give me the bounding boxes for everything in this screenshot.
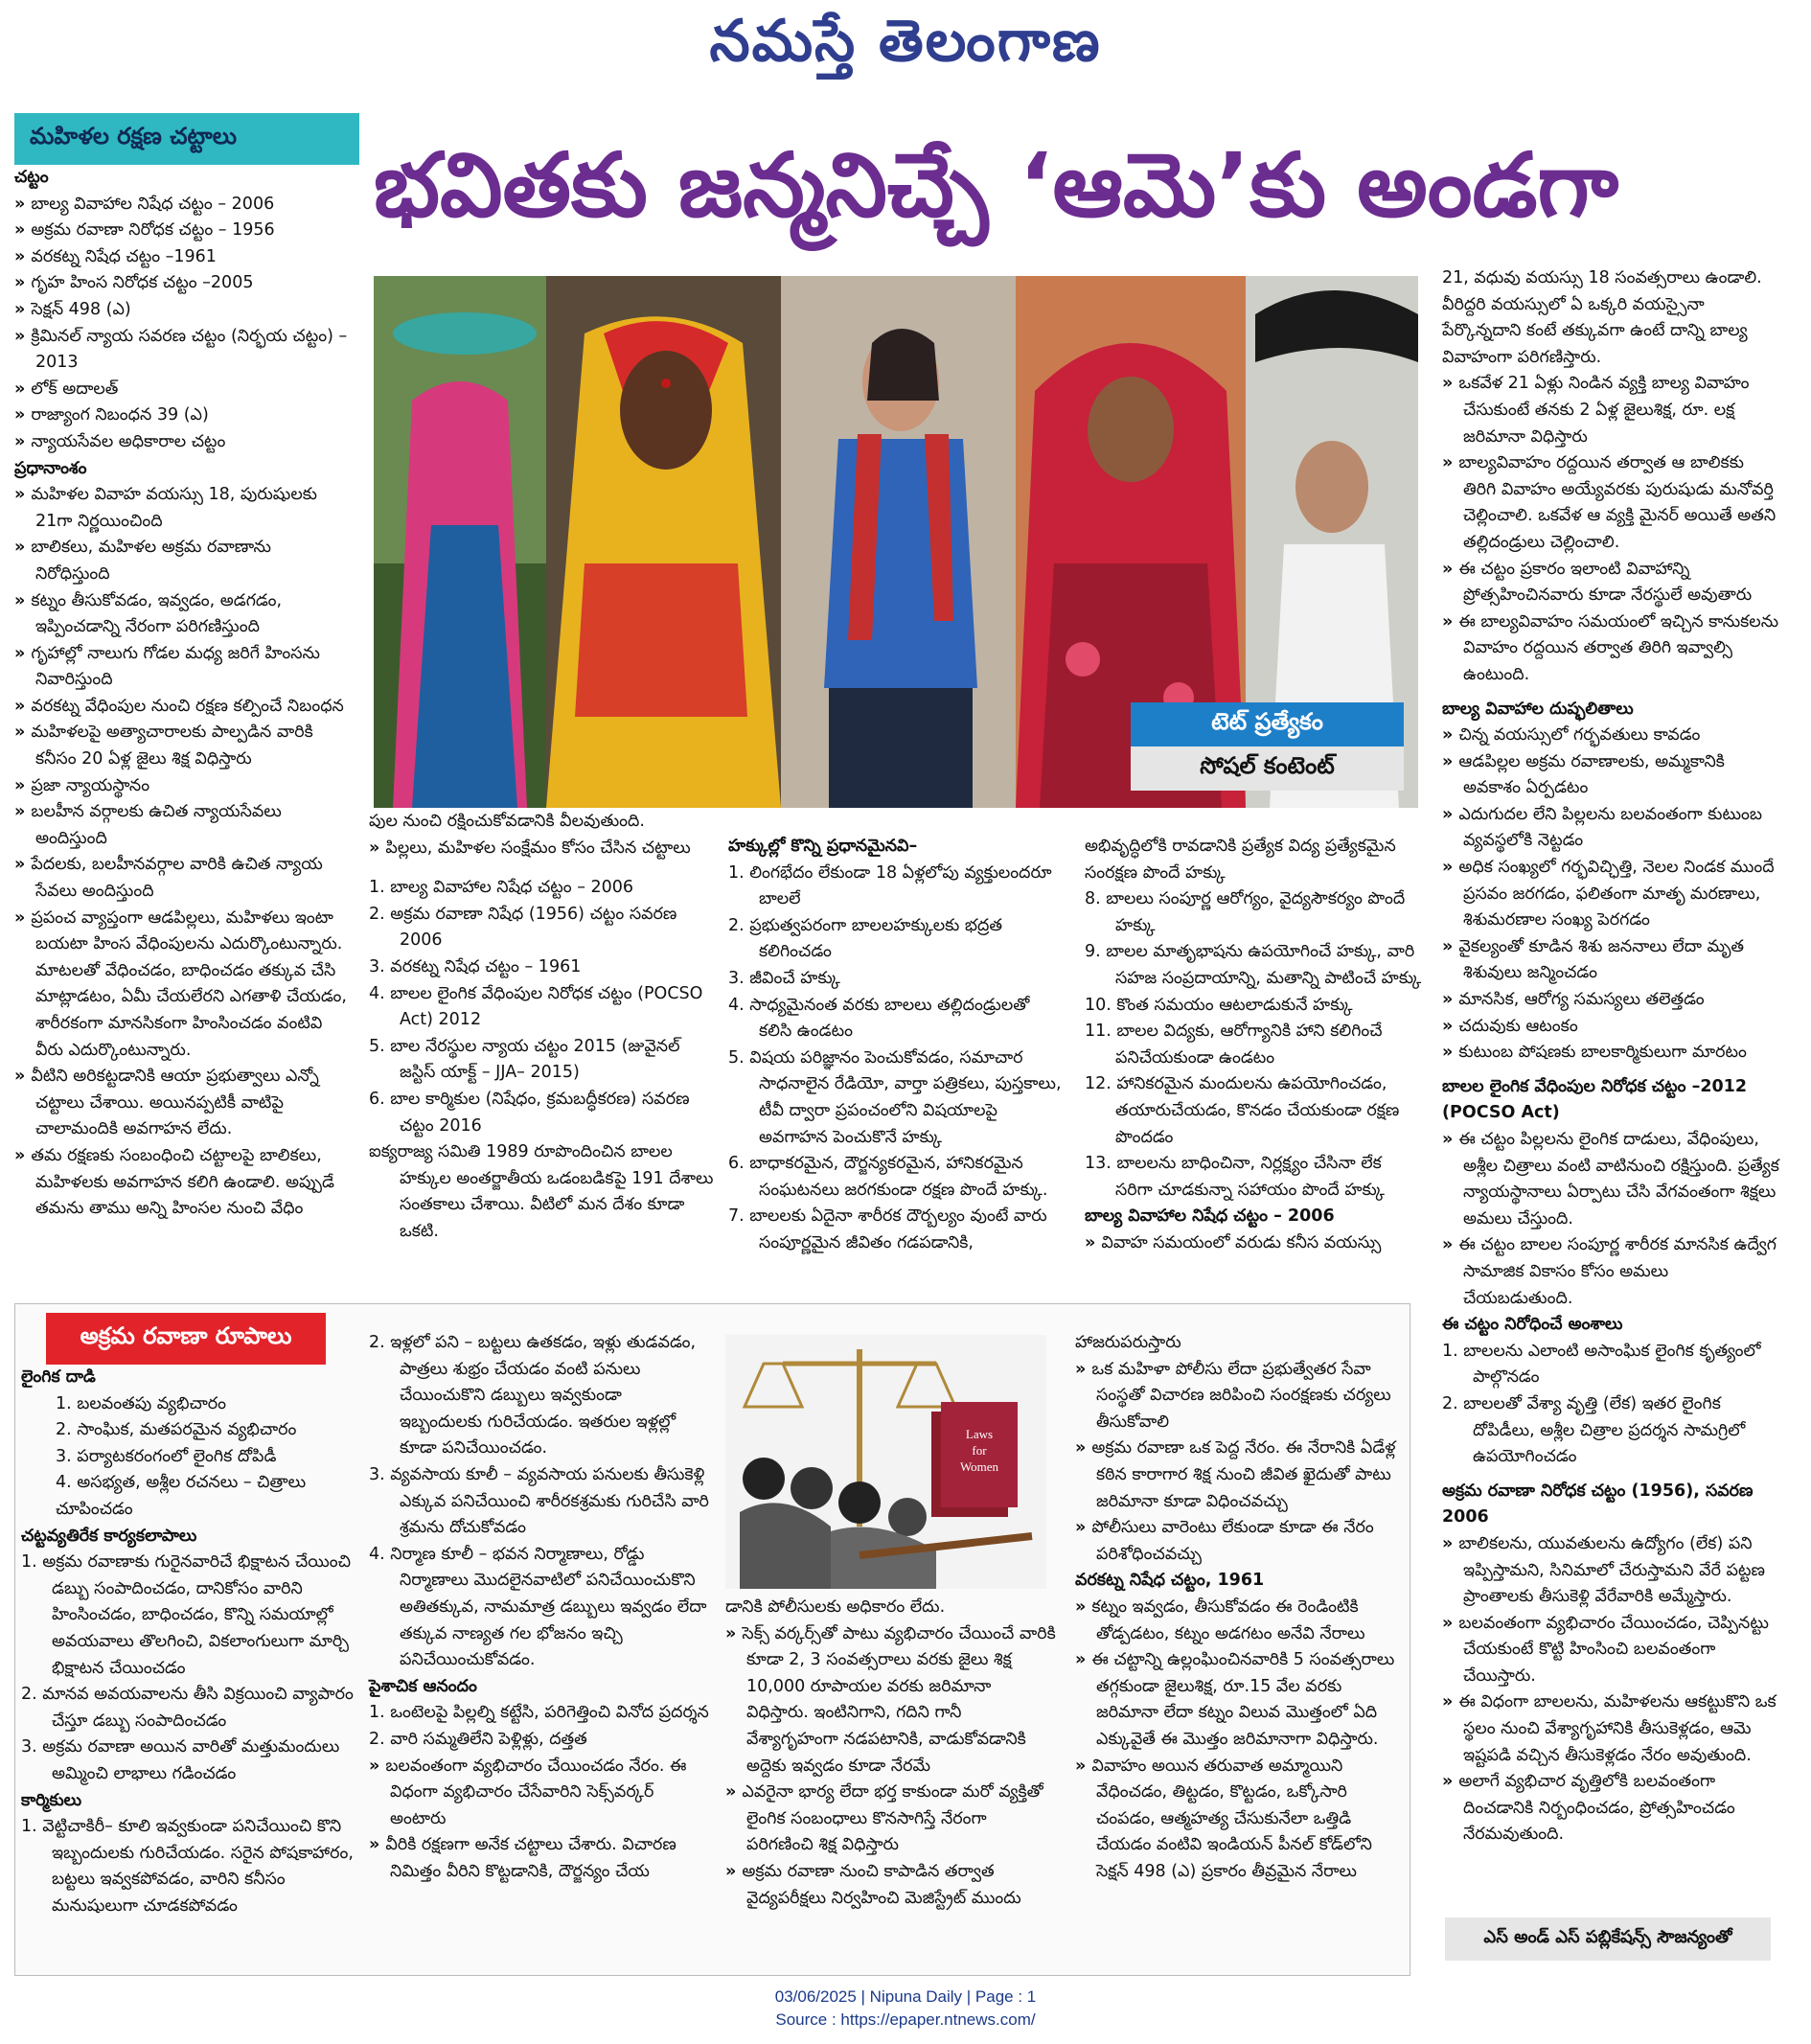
right-list-item: 7. బాలలకు ఏదైనా శారీరక దౌర్బల్యం వుంటే వారు సంపూర్ణమైన జీవితం గడపడానికి, bbox=[728, 1206, 1047, 1252]
labour-item: 3. వ్యవసాయ కూలీ – వ్యవసాయ పనులకు తీసుకెళ్లి ఎక్కువ పనిచేయించి శారీరకశ్రమకు గురిచేసి వారి శ్రమను దోచుకోవడం bbox=[369, 1464, 709, 1538]
right-list-item: 12. హానికరమైన మందులను ఉపయోగించడం, తయారుచేయడం, కొనడం చేయకుండా రక్షణ పొందడం bbox=[1085, 1074, 1400, 1147]
ill-effect-bullet: » మానసిక, ఆరోగ్య సమస్యలు తలెత్తడం bbox=[1442, 987, 1779, 1014]
photo-woman-3 bbox=[781, 276, 1016, 808]
right-list-item: 1. లింగభేదం లేకుండా 18 ఏళ్లలోపు వ్యక్తులందరూ బాలలే bbox=[728, 862, 1052, 909]
right-list-item: 3. జీవించే హక్కు bbox=[728, 968, 840, 988]
photo-woman-1 bbox=[374, 276, 546, 808]
right-list-item: 2. ప్రభుత్వపరంగా బాలలహక్కులకు భద్రత కలిగించడం bbox=[728, 915, 1002, 962]
heading-illegal-activities: చట్టవ్యతిరేక కార్యకలాపాలు bbox=[21, 1526, 197, 1546]
illegal-activity-item: 2. మానవ అవయవాలను తీసి విక్రయించి వ్యాపారం చేస్తూ డబ్బు సంపాదించడం bbox=[21, 1685, 354, 1731]
law-list-item: » వరకట్న నిషేధ చట్టం –1961 bbox=[14, 244, 350, 271]
marriage-bullet: » ఈ బాల్యవివాహం సమయంలో ఇచ్చిన కానుకలను వివాహం రద్దయిన తర్వాత తిరిగి ఇవ్వాల్సి ఉంటుంది. bbox=[1442, 609, 1779, 689]
right-heading-ill-effects: బాల్య వివాహాల దుష్ఫలితాలు bbox=[1442, 699, 1634, 719]
ill-effect-bullet: » చిన్న వయస్సులో గర్భవతులు కావడం bbox=[1442, 723, 1779, 749]
punishment-bullet: » అక్రమ రవాణా నుంచి కాపాడిన తర్వాత వైద్యపరీక్షలు నిర్వహించి మెజిస్ట్రేట్ ముందు bbox=[725, 1859, 1056, 1912]
right-list-item: 8. బాలలు సంపూర్ణ ఆరోగ్యం, వైద్యసౌకర్యం పొందే హక్కు bbox=[1085, 889, 1406, 935]
main-point-item: » తమ రక్షణకు సంబంధించి చట్టాలపై బాలికలు, మహిళలకు అవగాహన కలిగి ఉండాలి. అప్పుడే తమను తాము అన్ని హింసల నుంచి వేధిం bbox=[14, 1143, 350, 1223]
sexual-assault-item: 2. సాంఘిక, మతపరమైన వ్యభిచారం bbox=[56, 1420, 297, 1440]
publisher-credit: ఎస్ అండ్ ఎస్ పబ్లికేషన్స్ సౌజన్యంతో bbox=[1445, 1918, 1771, 1961]
trafficking-law-bullet: » పోలీసులు వారెంటు లేకుండా కూడా ఈ నేరం పరిశోధించవచ్చు bbox=[1075, 1515, 1401, 1568]
sexual-assault-item: 4. అసభ్యత, అశ్లీల రచనలు – చిత్రాలు చూపించడం bbox=[56, 1473, 307, 1519]
tet-special-box bbox=[1131, 702, 1404, 791]
col2-bullet: » పిల్లలు, మహిళల సంక్షేమం కోసం చేసిన చట్టాలు bbox=[369, 836, 714, 862]
heading-sexual-assault: లైంగిక దాడి bbox=[21, 1367, 96, 1387]
section-tag-trafficking: అక్రమ రవాణా రూపాలు bbox=[46, 1313, 326, 1365]
trafficking-bullet: » ఈ విధంగా బాలలను, మహిళలను ఆకట్టుకొని ఒక స్థలం నుంచి వేశ్యాగృహానికి తీసుకెళ్లడం, ఆమె ఇష్టపడి వచ్చిన తీసుకెళ్లడం నేరం అవుతుంది. bbox=[1442, 1689, 1779, 1769]
social-content-label: సోషల్ కంటెంట్ bbox=[1131, 746, 1404, 791]
law-list-item: » సెక్షన్ 498 (ఎ) bbox=[14, 297, 350, 324]
trafficking-bullet: » అలాగే వ్యభిచార వృత్తిలోకి బలవంతంగా దించడానికి నిర్బంధించడం, ప్రోత్సహించడం నేరమవుతుంది. bbox=[1442, 1769, 1779, 1849]
trafficking-bullet: » బలవంతంగా వ్యభిచారం చేయించడం, చెప్పినట్టు చేయకుంటే కొట్టి హింసించి బలవంతంగా చేయిస్తారు. bbox=[1442, 1611, 1779, 1690]
label-act: చట్టం bbox=[14, 168, 49, 187]
dowry-bullet: » ఈ చట్టాన్ని ఉల్లంఘించినవారికి 5 సంవత్సరాలు తగ్గకుండా జైలుశిక్ష, రూ.15 వేల వరకు జరిమానా లేదా కట్నం విలువ మొత్తంలో ఏది ఎక్కువైతే ఈ మొత్తం జరిమానాగా విధిస్తారు. bbox=[1075, 1647, 1401, 1753]
ill-effect-bullet: » కుటుంబ పోషణకు బాలకార్మికులుగా మారటం bbox=[1442, 1040, 1779, 1067]
law-list-item: » న్యాయసేవల అధికారాల చట్టం bbox=[14, 429, 350, 456]
act-list-item: 2. అక్రమ రవాణా నిషేధ (1956) చట్టం సవరణ 2006 bbox=[369, 904, 677, 951]
main-point-item: » పేదలకు, బలహీనవర్గాల వారికి ఉచిత న్యాయ సేవలు అందిస్తుంది bbox=[14, 852, 350, 905]
column-2 bbox=[369, 809, 714, 1246]
book-title-laws: Laws bbox=[965, 1427, 994, 1441]
right-heading-pocso: బాలల లైంగిక వేధింపుల నిరోధక చట్టం –2012 (POCSO Act) bbox=[1442, 1076, 1748, 1123]
right-list-item: 9. బాలల మాతృభాషను ఉపయోగించే హక్కు, వారి సహజ సంప్రదాయాన్ని, మతాన్ని పాటించే హక్కు bbox=[1085, 942, 1422, 988]
footer-date-line: 03/06/2025 | Nipuna Daily | Page : 1 bbox=[774, 1987, 1037, 2006]
right-list-item: 5. విషయ పరిజ్ఞానం పెంచుకోవడం, సమాచార సాధనాలైన రేడియో, వార్తా పత్రికలు, పుస్తకాలు, టీవీ ద్వారా ప్రపంచంలోని విషయాలపై అవగాహన పెంచుకొనే హక్కు bbox=[728, 1047, 1062, 1147]
masthead: నమస్తే తెలంగాణ bbox=[709, 8, 1102, 75]
act-list-item: 3. వరకట్న నిషేధ చట్టం – 1961 bbox=[369, 956, 582, 976]
trafficking-law-bullet: » అక్రమ రవాణా ఒక పెద్ద నేరం. ఈ నేరానికి ఏడేళ్ల కఠిన కారాగార శిక్ష నుంచి జీవిత ఖైదుతో పాటు జరిమానా కూడా విధించవచ్చు bbox=[1075, 1435, 1401, 1515]
sex-work-bullet: » బలవంతంగా వ్యభిచారం చేయించడం నేరం. ఈ విధంగా వ్యభిచారం చేసేవారిని సెక్స్‌వర్కర్ అంటారు bbox=[369, 1754, 709, 1833]
right-paragraph: 21, వధువు వయస్సు 18 సంవత్సరాలు ఉండాలి. వీరిద్దరి వయస్సులో ఏ ఒక్కరి వయస్సైనా పేర్కొన్నదాని కంటే తక్కువగా ఉంటే దాన్ని బాల్య వివాహంగా పరిగణిస్తారు. bbox=[1442, 268, 1762, 367]
ill-effect-bullet: » ఎదుగుదల లేని పిల్లలను బలవంతంగా కుటుంబ వ్యవస్థలోకి నెట్టడం bbox=[1442, 802, 1779, 855]
right-heading-trafficking-act: అక్రమ రవాణా నిరోధక చట్టం (1956), సవరణ 2006 bbox=[1442, 1481, 1754, 1527]
trafficking-bullet: » బాలికలను, యువతులను ఉద్యోగం (లేక) పని ఇప్పిస్తామని, సినిమాలో చేరుస్తామని వేరే పట్టణ ప్రాంతాలకు తీసుకెళ్లి వేరేవారికి అమ్మేస్తారు. bbox=[1442, 1531, 1779, 1611]
laws-for-women-illustration bbox=[725, 1335, 1046, 1589]
right-list-item: 4. సాధ్యమైనంత వరకు బాలలు తల్లిదండ్రులతో కలిసి ఉండటం bbox=[728, 995, 1030, 1042]
heading-labourers: కార్మికులు bbox=[21, 1790, 82, 1810]
act-list-item: 5. బాల నేరస్థుల న్యాయ చట్టం 2015 (జువైనల్ జస్టిస్ యాక్ట్ – JJA– 2015) bbox=[369, 1036, 680, 1083]
dowry-bullet: » వివాహం అయిన తరువాత అమ్మాయిని వేధించడం, తిట్టడం, కొట్టడం, ఒక్కోసారి చంపడం, ఆత్మహత్య చేసుకునేలా ఒత్తిడి చేయడం వంటివి ఇండియన్ పీనల్ కోడ్‌లోని సెక్షన్ 498 (ఎ) ప్రకారం తీవ్రమైన నేరాలు bbox=[1075, 1754, 1401, 1886]
ill-effect-bullet: » ఆడపిల్లల అక్రమ రవాణాలకు, అమ్మకానికి అవకాశం ఏర్పడటం bbox=[1442, 749, 1779, 802]
label-main-point: ప్రధానాంశం bbox=[14, 458, 87, 478]
col4-bullet: » వివాహ సమయంలో వరుడు కనీస వయస్సు bbox=[1085, 1230, 1422, 1257]
dowry-bullet: » కట్నం ఇవ్వడం, తీసుకోవడం ఈ రెండింటికి తోడ్పడటం, కట్నం అడగటం అనేవి నేరాలు bbox=[1075, 1595, 1401, 1647]
main-point-item: » బలహీన వర్గాలకు ఉచిత న్యాయసేవలు అందిస్తుంది bbox=[14, 799, 350, 852]
column-4 bbox=[1085, 834, 1422, 1257]
right-column bbox=[1442, 265, 1779, 1849]
child-marriage-act-heading: బాల్య వివాహాల నిషేధ చట్టం – 2006 bbox=[1085, 1206, 1335, 1227]
headline: భవితకు జన్మనిచ్చే ‘ఆమె’కు అండగా bbox=[374, 134, 1619, 237]
bottom-column-a bbox=[21, 1365, 361, 1919]
footer bbox=[0, 1986, 1811, 2032]
sadistic-item: 2. వారి సమ్మతిలేని పెళ్లిళ్లు, దత్తత bbox=[369, 1729, 587, 1749]
law-list-item: » రాజ్యాంగ నిబంధన 39 (ఎ) bbox=[14, 402, 350, 429]
pocso-prevent-item: 1. బాలలను ఎలాంటి అసాంఘిక లైంగిక కృత్యంలో పాల్గొనడం bbox=[1442, 1341, 1761, 1388]
col4-paragraph: అభివృద్ధిలోకి రావడానికి ప్రత్యేక విద్య ప్రత్యేకమైన సంరక్షణ పొందే హక్కు bbox=[1085, 837, 1396, 883]
main-point-item: » బాలికలు, మహిళల అక్రమ రవాణాను నిరోధిస్తుంది bbox=[14, 535, 350, 587]
tet-special-label: టెట్ ప్రత్యేకం bbox=[1131, 702, 1404, 746]
law-list-item: » లోక్ అదాలత్ bbox=[14, 377, 350, 403]
labour-item: 2. ఇళ్లలో పని – బట్టలు ఉతకడం, ఇళ్లు తుడవడం, పాత్రలు శుభ్రం చేయడం వంటి పనులు చేయించుకొని డబ్బులు ఇవ్వకుండా ఇబ్బందులకు గురిచేయడం. ఇతరుల ఇళ్లల్లో కూడా పనిచేయించడం. bbox=[369, 1333, 697, 1458]
sadistic-item: 1. ఒంటెలపై పిల్లల్ని కట్టేసి, పరిగెత్తించి వినోద ప్రదర్శన bbox=[369, 1703, 709, 1723]
law-list-item: » గృహ హింస నిరోధక చట్టం –2005 bbox=[14, 270, 350, 297]
colC-paragraph: డానికి పోలీసులకు అధికారం లేదు. bbox=[725, 1597, 946, 1617]
main-point-item: » ప్రపంచ వ్యాప్తంగా ఆడపిల్లలు, మహిళలు ఇంటా బయటా హింస వేధింపులను ఎదుర్కొంటున్నారు. మాటలతో వేధించడం, బాధించడం తక్కువ చేసి మాట్లాడటం, ఏమీ చేయలేరని ఎగతాళి చేయడం, శారీరకంగా మానసికంగా హింసించడం వంటివి వీరు ఎదుర్కొంటున్నారు. bbox=[14, 906, 350, 1065]
marriage-bullet: » ఈ చట్టం ప్రకారం ఇలాంటి వివాహాన్ని ప్రోత్సహించినవారు కూడా నేరస్థులే అవుతారు bbox=[1442, 557, 1779, 609]
law-list-item: » క్రిమినల్ న్యాయ సవరణ చట్టం (నిర్భయ చట్టం) –2013 bbox=[14, 324, 350, 377]
illegal-activity-item: 1. అక్రమ రవాణాకు గురైనవారిచే భిక్షాటన చేయించి డబ్బు సంపాదించడం, దానికోసం వారిని హింసించడం, బాధించడం, కొన్ని సమయాల్లో అవయవాలు తొలగించి, వికలాంగులుగా మార్చి భిక్షాటన చేయించడం bbox=[21, 1552, 352, 1678]
ill-effect-bullet: » వైకల్యంతో కూడిన శిశు జననాలు లేదా మృత శిశువులు జన్మించడం bbox=[1442, 934, 1779, 987]
labour-item: 1. వెట్టిచాకిరీ– కూలి ఇవ్వకుండా పనిచేయించి కొని ఇబ్బందులకు గురిచేయడం. సరైన పోషకాహారం, బట్టలు ఇవ్వకపోవడం, వారిని కనీసం మనుషులుగా చూడకపోవడం bbox=[21, 1817, 354, 1916]
bottom-column-b bbox=[369, 1330, 709, 1885]
ill-effect-bullet: » చదువుకు ఆటంకం bbox=[1442, 1014, 1779, 1041]
bottom-column-d bbox=[1075, 1330, 1401, 1885]
right-list-item: 10. కొంత సమయం ఆటలాడుకునే హక్కు bbox=[1085, 995, 1353, 1015]
main-point-item: » వరకట్న వేధింపుల నుంచి రక్షణ కల్పించే నిబంధన bbox=[14, 694, 350, 721]
heading-sadistic-pleasure: పైశాచిక ఆనందం bbox=[369, 1676, 477, 1696]
punishment-bullet: » ఎవరైనా భార్య లేదా భర్త కాకుండా మరో వ్యక్తితో లైంగిక సంబంధాలు కొనసాగిస్తే నేరంగా పరిగణించి శిక్ష విధిస్తారు bbox=[725, 1780, 1056, 1859]
heading-dowry-act: వరకట్న నిషేధ చట్టం, 1961 bbox=[1075, 1571, 1265, 1591]
law-list-item: » అక్రమ రవాణా నిరోధక చట్టం – 1956 bbox=[14, 218, 350, 244]
book-title-for: for bbox=[972, 1443, 987, 1458]
sexual-assault-item: 1. బలవంతపు వ్యభిచారం bbox=[56, 1393, 227, 1413]
marriage-bullet: » ఒకవేళ 21 ఏళ్లు నిండిన వ్యక్తి బాల్య వివాహం చేసుకుంటే తనకు 2 ఏళ్ల జైలుశిక్ష, రూ. లక్ష జరిమానా విధిస్తారు bbox=[1442, 371, 1779, 450]
pocso-bullet: » ఈ చట్టం బాలల సంపూర్ణ శారీరక మానసిక ఉద్వేగ సామాజిక వికాసం కోసం అమలు చేయబడుతుంది. bbox=[1442, 1232, 1779, 1312]
book-title-women: Women bbox=[959, 1459, 999, 1474]
main-point-item: » కట్నం తీసుకోవడం, ఇవ్వడం, అడగడం, ఇప్పించడాన్ని నేరంగా పరిగణిస్తుంది bbox=[14, 588, 350, 641]
right-list-item: 13. బాలలను బాధించినా, నిర్లక్ష్యం చేసినా లేక సరిగా చూడకున్నా సహాయం పొందే హక్కు bbox=[1085, 1154, 1385, 1200]
law-list-item: » బాల్య వివాహాల నిషేధ చట్టం – 2006 bbox=[14, 192, 350, 218]
left-column bbox=[14, 165, 350, 1223]
section-tag-women-laws: మహిళల రక్షణ చట్టాలు bbox=[14, 113, 359, 165]
illegal-activity-item: 3. అక్రమ రవాణా అయిన వారితో మత్తుమందులు అమ్మించి లాభాలు గడించడం bbox=[21, 1737, 340, 1783]
main-point-item: » మహిళలపై అత్యాచారాలకు పాల్పడిన వారికి కనీసం 20 ఏళ్ల జైలు శిక్ష విధిస్తారు bbox=[14, 720, 350, 772]
act-list-item: 4. బాలల లైంగిక వేధింపుల నిరోధక చట్టం (POCSO Act) 2012 bbox=[369, 983, 703, 1030]
punishment-bullet: » సెక్స్ వర్కర్స్‌తో పాటు వ్యభిచారం చేయించే వారికి కూడా 2, 3 సంవత్సరాలు వరకు జైలు శిక్ష 10,000 రూపాయల వరకు జరిమానా విధిస్తారు. ఇంటినిగాని, గదిని గానీ వేశ్యాగృహంగా నడపటానికి, వాడుకోవడానికి అద్దెకు ఇవ్వడం కూడా నేరమే bbox=[725, 1621, 1056, 1780]
bottom-column-c bbox=[725, 1595, 1056, 1912]
pocso-bullet: » ఈ చట్టం పిల్లలను లైంగిక దాడులు, వేధింపులు, అశ్లీల చిత్రాలు వంటి వాటినుంచి రక్షిస్తుంది. ప్రత్యేక న్యాయస్థానాలు ఏర్పాటు చేసి వేగవంతంగా శిక్షలు అమలు చేస్తుంది. bbox=[1442, 1127, 1779, 1232]
main-point-item: » వీటిని అరికట్టడానికి ఆయా ప్రభుత్వాలు ఎన్నో చట్టాలు చేశాయి. అయినప్పటికీ వాటిపై చాలామందికి అవగాహన లేదు. bbox=[14, 1064, 350, 1143]
right-list-item: 11. బాలల విద్యకు, ఆరోగ్యానికి హాని కలిగించే పనిచేయకుండా ఉండటం bbox=[1085, 1022, 1383, 1068]
act-list-item: ఐక్యరాజ్య సమితి 1989 రూపొందించిన బాలల హక్కుల అంతర్జాతీయ ఒడంబడికపై 191 దేశాలు సంతకాలు చేశాయి. వీటిలో మన దేశం కూడా ఒకటి. bbox=[369, 1142, 714, 1241]
main-point-item: » గృహాల్లో నాలుగు గోడల మధ్య జరిగే హింసను నివారిస్తుంది bbox=[14, 641, 350, 694]
trafficking-law-bullet: » ఒక మహిళా పోలీసు లేదా ప్రభుత్వేతర సేవా సంస్థతో విచారణ జరిపించి సంరక్షణకు చర్యలు తీసుకోవాలి bbox=[1075, 1357, 1401, 1436]
right-list-item: 6. బాధాకరమైన, దౌర్జన్యకరమైన, హానికరమైన సంఘటనలు జరగకుండా రక్షణ పొందే హక్కు. bbox=[728, 1154, 1048, 1200]
main-point-item: » మహిళల వివాహ వయస్సు 18, పురుషులకు 21గా నిర్ణయించింది bbox=[14, 482, 350, 535]
footer-source-line: Source : https://epaper.ntnews.com/ bbox=[775, 2010, 1036, 2029]
rights-heading: హక్కుల్లో కొన్ని ప్రధానమైనవి– bbox=[728, 837, 918, 856]
labour-item: 4. నిర్మాణ కూలీ – భవన నిర్మాణాలు, రోడ్డు నిర్మాణాలు మొదలైనవాటిలో పనిచేయించుకొని అతితక్కువ, నామమాత్ర డబ్బులు ఇవ్వడం లేదా తక్కువ నాణ్యత గల భోజనం ఇచ్చి పనిచేయించుకోవడం. bbox=[369, 1544, 707, 1670]
main-point-item: » ప్రజా న్యాయస్థానం bbox=[14, 773, 350, 800]
sex-work-bullet: » వీరికి రక్షణగా అనేక చట్టాలు చేశారు. విచారణ నిమిత్తం వీరిని కొట్టడానికి, దౌర్జన్యం చేయ bbox=[369, 1832, 709, 1885]
pocso-prevent-item: 2. బాలలతో వేశ్యా వృత్తి (లేక) ఇతర లైంగిక దోపిడీలు, అశ్లీల చిత్రాల ప్రదర్శన సామగ్రిలో ఉపయోగించడం bbox=[1442, 1393, 1746, 1467]
col2-paragraph: పుల నుంచి రక్షించుకోవడానికి వీలవుతుంది. bbox=[369, 812, 645, 831]
act-list-item: 1. బాల్య వివాహాల నిషేధ చట్టం – 2006 bbox=[369, 878, 634, 898]
photo-woman-2 bbox=[546, 276, 781, 808]
act-list-item: 6. బాల కార్మికుల (నిషేధం, క్రమబద్ధీకరణ) సవరణ చట్టం 2016 bbox=[369, 1089, 690, 1136]
right-heading-prevents: ఈ చట్టం నిరోధించే అంశాలు bbox=[1442, 1315, 1623, 1335]
column-3 bbox=[728, 834, 1064, 1257]
marriage-bullet: » బాల్యవివాహం రద్దయిన తర్వాత ఆ బాలికకు తిరిగి వివాహం అయ్యేవరకు పురుషుడు మనోవర్తి చెల్లించాలి. ఒకవేళ ఆ వ్యక్తి మైనర్ అయితే అతని తల్లిదండ్రులు చెల్లించాలి. bbox=[1442, 450, 1779, 556]
colD-paragraph: హాజరుపరుస్తారు bbox=[1075, 1333, 1181, 1352]
sexual-assault-item: 3. పర్యాటకరంగంలో లైంగిక దోపిడీ bbox=[56, 1446, 277, 1466]
ill-effect-bullet: » అధిక సంఖ్యలో గర్భవిచ్ఛిత్తి, నెలల నిండక ముందే ప్రసవం జరగడం, ఫలితంగా మాతృ మరణాలు, శిశుమరణాల సంఖ్య పెరగడం bbox=[1442, 855, 1779, 934]
